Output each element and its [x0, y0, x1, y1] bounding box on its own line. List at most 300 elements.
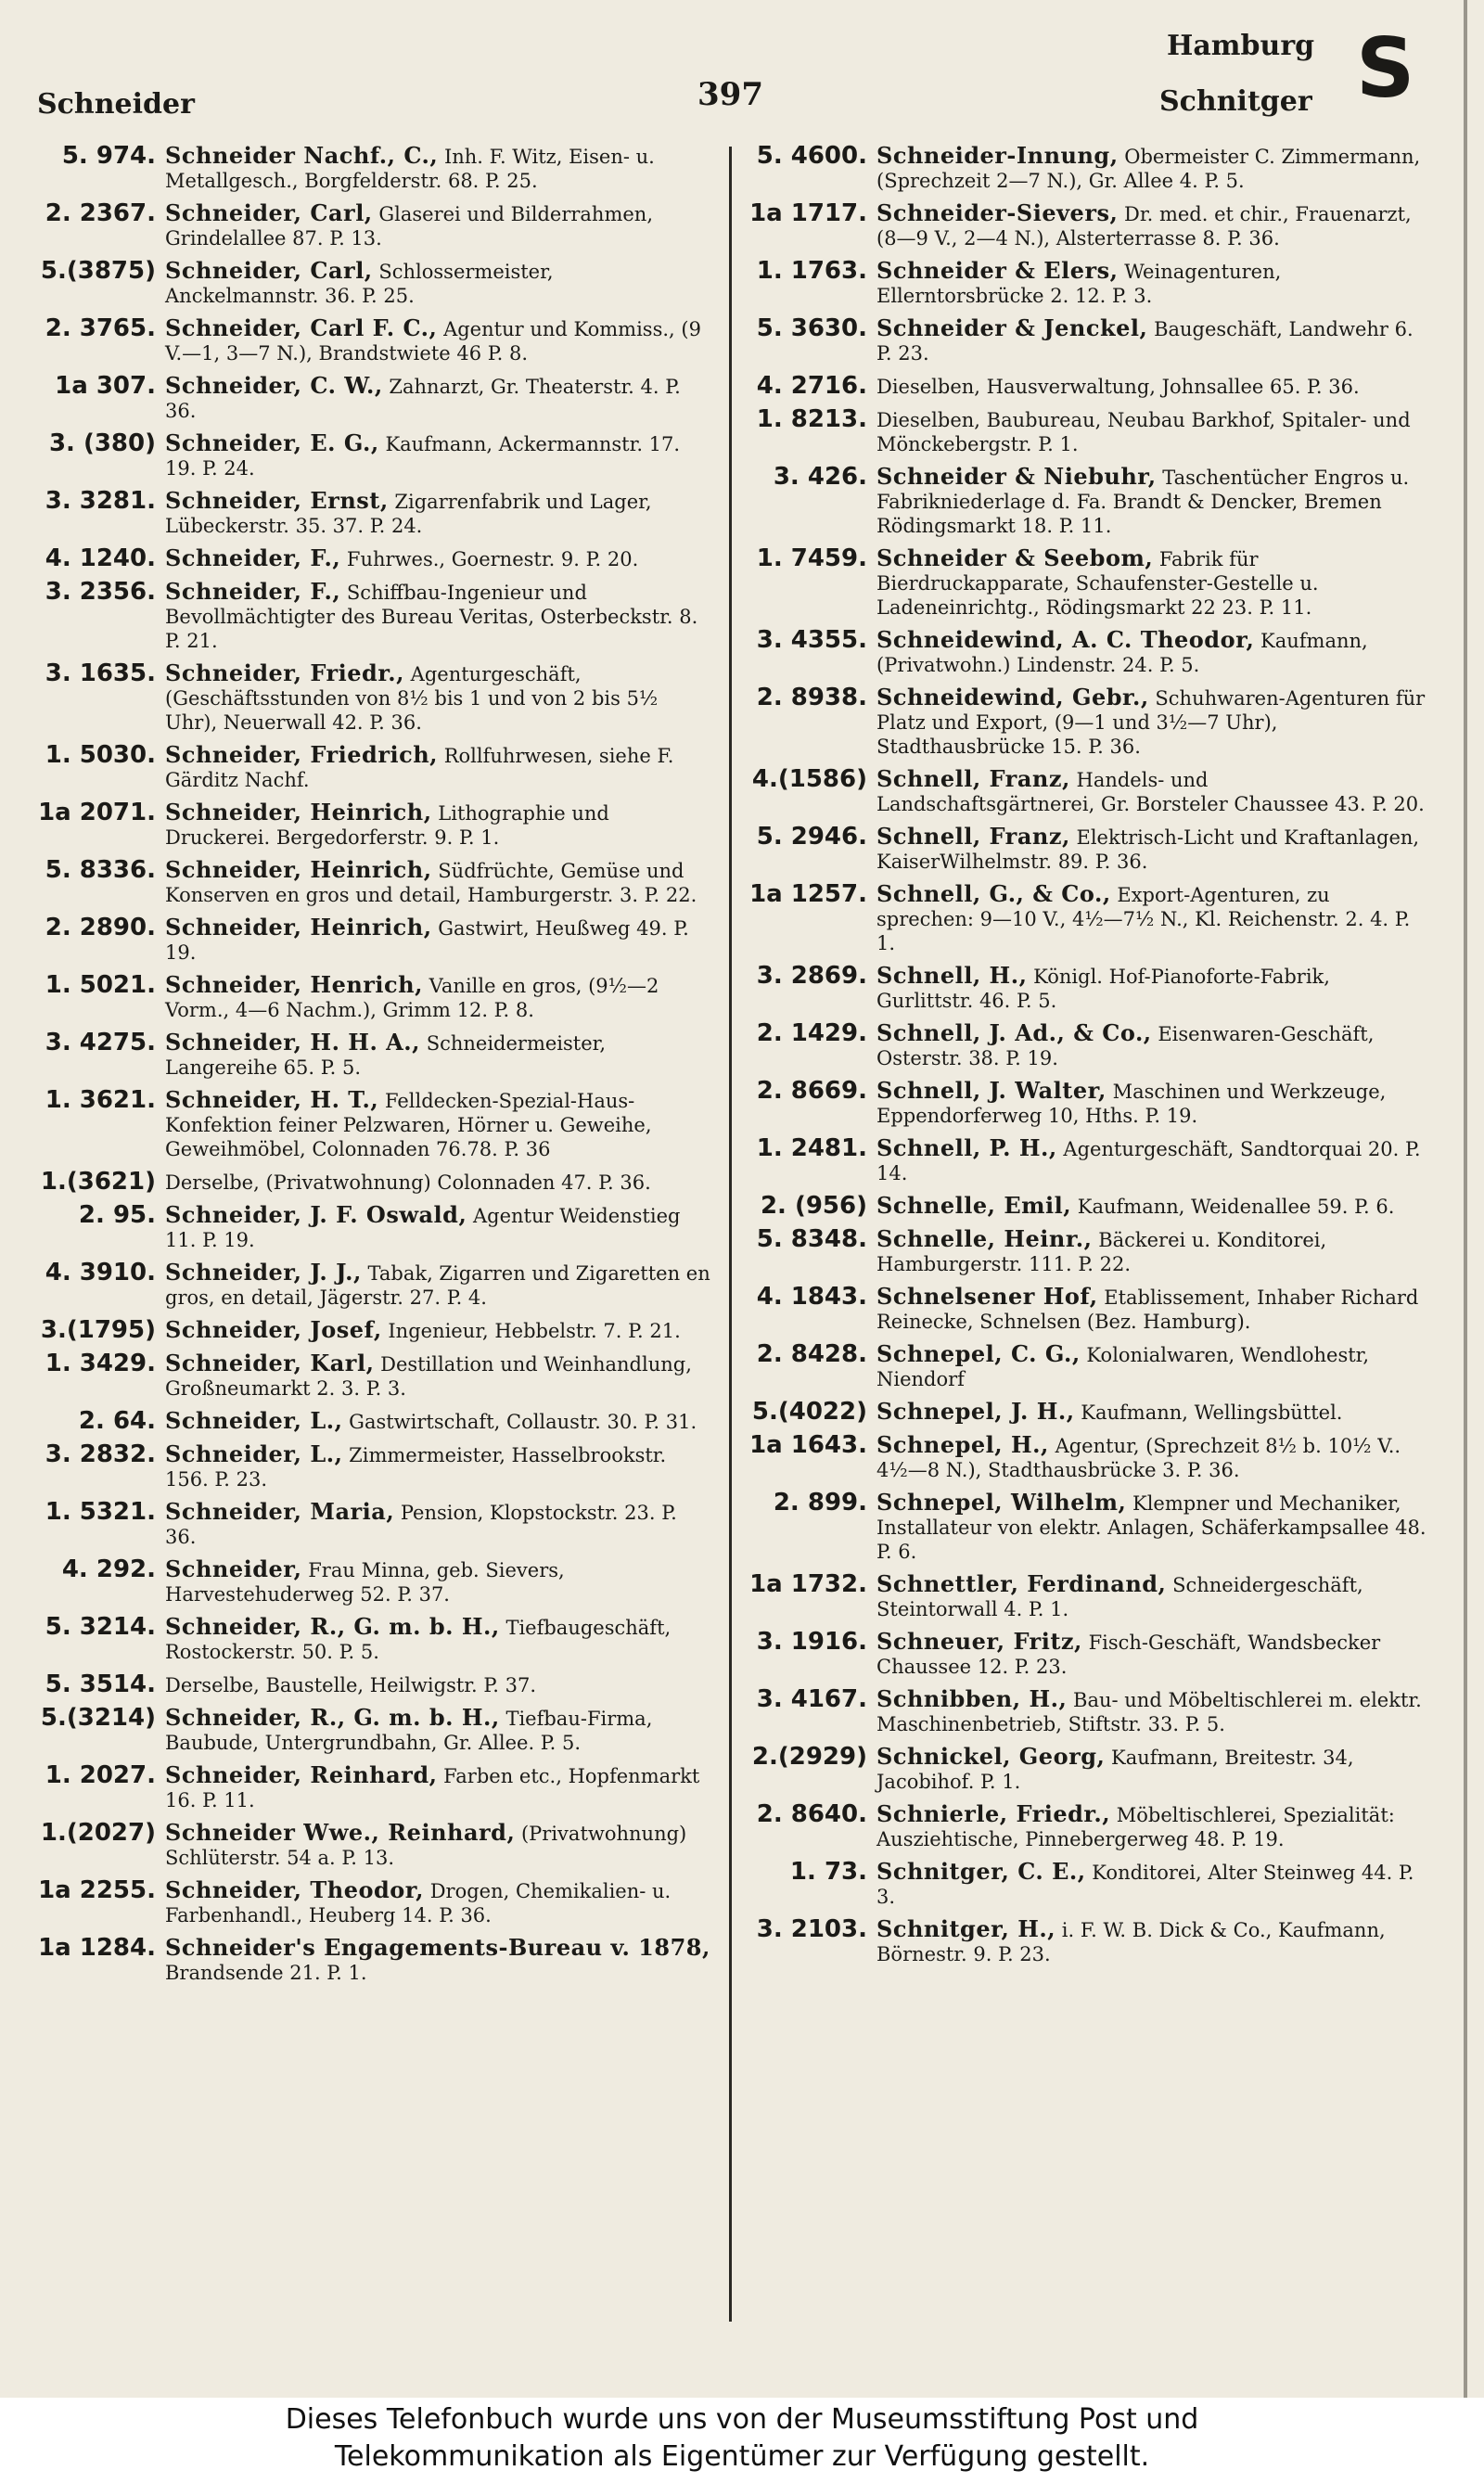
entry-text [165, 316, 712, 365]
entry-name: Schnell, Franz, [876, 765, 1070, 792]
entry-text [876, 374, 1428, 399]
entry-text [165, 1261, 712, 1310]
phone-number: 1a 2255. [38, 1876, 156, 1904]
entry-text [876, 685, 1428, 759]
entry-text [165, 1706, 712, 1755]
phone-number: 3. 3281. [45, 487, 156, 515]
entry-description: Brandsende 21. P. 1. [165, 1962, 367, 1984]
entry-text [876, 1136, 1428, 1185]
entry-description: Schuhwaren-Agenturen für Platz und Export, (9—1 und 3½—7 Uhr), Stadthausbrücke 15. P. 36. [876, 687, 1426, 758]
footer-line-2: Telekommunikation als Eigentümer zur Verfügung gestellt. [334, 2440, 1150, 2473]
entry-description: Pension, Klopstockstr. 23. P. 36. [165, 1502, 677, 1548]
left-column [35, 144, 712, 1993]
entry-name: Schneider's Engagements-Bureau v. 1878, [165, 1934, 710, 1961]
directory-entry [35, 1500, 712, 1549]
entry-text [876, 825, 1428, 874]
entry-description: Dr. med. et chir., Frauenarzt, (8—9 V., 2—4 N.), Alsterterrasse 8. P. 36. [876, 203, 1412, 250]
phone-number: 5.(3214) [40, 1704, 156, 1732]
directory-entry [35, 1351, 712, 1401]
entry-text [876, 259, 1428, 308]
phone-number: 1a 307. [55, 372, 156, 400]
directory-entry [35, 743, 712, 792]
right-column [747, 144, 1428, 1975]
entry-name: Schneider, E. G., [165, 429, 379, 456]
directory-entry [747, 1491, 1428, 1564]
phone-number: 5. 4600. [756, 142, 867, 170]
entry-name: Schneider, J. J., [165, 1259, 362, 1286]
entry-name: Schnelle, Emil, [876, 1192, 1072, 1219]
entry-name: Schneider, Friedrich, [165, 741, 438, 768]
entry-text [165, 858, 712, 907]
entry-name: Schneider, Heinrich, [165, 856, 432, 883]
phone-number: 1. 5321. [45, 1498, 156, 1526]
footer-line-1: Dieses Telefonbuch wurde uns von der Museumsstiftung Post und [285, 2403, 1199, 2436]
entry-name: Schneider & Jenckel, [876, 314, 1148, 341]
directory-entry [747, 1079, 1428, 1128]
entry-text [165, 1557, 712, 1606]
entry-name: Schneider, Carl, [165, 199, 373, 226]
entry-description: Kolonialwaren, Wendlohestr, Niendorf [876, 1344, 1370, 1390]
entry-name: Schnell, J. Walter, [876, 1077, 1107, 1104]
directory-entry [747, 546, 1428, 620]
phone-number: 5. 3630. [756, 314, 867, 342]
phone-number: 1. 3621. [45, 1086, 156, 1114]
phone-number: 3. 1916. [756, 1628, 867, 1656]
entry-description: Schneidermeister, Langereihe 65. P. 5. [165, 1032, 607, 1079]
entry-text [165, 1615, 712, 1664]
entry-description: Zimmermeister, Hasselbrookstr. 156. P. 23. [165, 1444, 667, 1491]
entry-text [165, 1672, 712, 1697]
entry-name: Schnelle, Heinr., [876, 1225, 1093, 1252]
entry-name: Schnelsener Hof, [876, 1283, 1098, 1310]
entry-name: Schnierle, Friedr., [876, 1800, 1111, 1827]
entry-name: Schnitger, H., [876, 1915, 1056, 1942]
phone-number: 3.(1795) [40, 1316, 156, 1344]
entry-text [876, 628, 1428, 677]
entry-name: Schneider, Ernst, [165, 487, 389, 514]
phone-number: 1a 1257. [749, 880, 867, 908]
entry-name: Schneider, Heinrich, [165, 799, 432, 826]
phone-number: 3. 4167. [756, 1685, 867, 1713]
directory-entry [35, 374, 712, 423]
directory-entry [747, 1194, 1428, 1219]
phone-number: 3. 4275. [45, 1029, 156, 1056]
entry-name: Schnell, P. H., [876, 1134, 1057, 1161]
column-divider [729, 147, 732, 2322]
directory-entry [747, 767, 1428, 816]
entry-description: Frau Minna, geb. Sievers, Harvestehuderweg 52. P. 37. [165, 1559, 565, 1606]
phone-number: 2. 3765. [45, 314, 156, 342]
entry-description: Derselbe, Baustelle, Heilwigstr. P. 37. [165, 1674, 537, 1696]
entry-text [165, 374, 712, 423]
entry-name: Schneider, L., [165, 1440, 343, 1467]
directory-entry [35, 1030, 712, 1080]
directory-entry [747, 1917, 1428, 1966]
entry-name: Schnepel, H., [876, 1431, 1049, 1458]
entry-description: Konditorei, Alter Steinweg 44. P. 3. [876, 1862, 1414, 1908]
entry-name: Schnell, H., [876, 962, 1028, 989]
city-heading: Hamburg [1167, 30, 1315, 62]
directory-entry [747, 1227, 1428, 1276]
directory-entry [747, 1021, 1428, 1070]
directory-entry [747, 316, 1428, 365]
directory-entry [747, 1860, 1428, 1909]
entry-text [876, 1491, 1428, 1564]
directory-entry [747, 1802, 1428, 1851]
entry-text [165, 1351, 712, 1401]
directory-entry [747, 144, 1428, 193]
phone-number: 1. 5021. [45, 971, 156, 999]
phone-number: 5. 8348. [756, 1225, 867, 1253]
directory-entry [35, 1706, 712, 1755]
phone-number: 2. 8938. [756, 684, 867, 711]
phone-number: 4. 3910. [45, 1259, 156, 1286]
entry-name: Schneider, Carl, [165, 257, 373, 284]
phone-number: 2. 8669. [756, 1077, 867, 1105]
directory-entry [35, 259, 712, 308]
directory-entry [747, 1687, 1428, 1736]
entry-description: Tabak, Zigarren und Zigaretten en gros, en detail, Jägerstr. 27. P. 4. [165, 1262, 710, 1309]
phone-number: 3. 2869. [756, 962, 867, 990]
entry-name: Schneider, J. F. Oswald, [165, 1201, 467, 1228]
directory-entry [35, 1878, 712, 1927]
phone-number: 1. 3429. [45, 1350, 156, 1377]
page-number: 397 [697, 76, 763, 113]
entry-text [165, 661, 712, 735]
phone-number: 5. 974. [61, 142, 156, 170]
entry-description: Agenturgeschäft, (Geschäftsstunden von 8½ bis 1 und von 2 bis 5½ Uhr), Neuerwall 42. P. 36. [165, 663, 659, 734]
directory-entry [35, 1409, 712, 1434]
entry-name: Schneuer, Fritz, [876, 1628, 1082, 1655]
entry-text [876, 144, 1428, 193]
directory-entry [35, 1318, 712, 1343]
section-letter: S [1356, 20, 1415, 116]
phone-number: 3. 2832. [45, 1440, 156, 1468]
left-keyword: Schneider [37, 88, 195, 121]
entry-name: Schnell, J. Ad., & Co., [876, 1019, 1152, 1046]
entry-name: Schneider, Karl, [165, 1350, 375, 1376]
entry-text [876, 546, 1428, 620]
entry-description: Glaserei und Bilderrahmen, Grindelallee 87. P. 13. [165, 203, 653, 250]
entry-text [165, 915, 712, 965]
entry-description: Fisch-Geschäft, Wandsbecker Chaussee 12. P. 23. [876, 1632, 1381, 1678]
phone-number: 3. 4355. [756, 626, 867, 654]
entry-text [165, 1763, 712, 1812]
directory-entry [747, 259, 1428, 308]
directory-entry [35, 144, 712, 193]
directory-entry [747, 1400, 1428, 1425]
directory-entry [747, 374, 1428, 399]
entry-text [876, 1572, 1428, 1621]
entry-name: Schnell, Franz, [876, 823, 1070, 850]
phone-number: 5. 3514. [45, 1670, 156, 1698]
entry-name: Schneidewind, Gebr., [876, 684, 1149, 710]
entry-description: Gastwirt, Heußweg 49. P. 19. [165, 917, 689, 964]
directory-entry [35, 1442, 712, 1491]
phone-number: 2. 2890. [45, 914, 156, 941]
entry-name: Schneider & Seebom, [876, 544, 1154, 571]
directory-entry [35, 1203, 712, 1252]
phone-number: 4. 1843. [756, 1283, 867, 1311]
entry-name: Schnitger, C. E., [876, 1858, 1086, 1885]
phone-number: 1a 2071. [38, 799, 156, 826]
directory-entry [35, 431, 712, 480]
entry-description: Weinagenturen, Ellerntorsbrücke 2. 12. P. 3. [876, 261, 1282, 307]
entry-description: Agenturgeschäft, Sandtorquai 20. P. 14. [876, 1138, 1421, 1184]
entry-description: Felldecken-Spezial-Haus-Konfektion feiner Pelzwaren, Hörner u. Geweihe, Geweihmöbel, Colonnaden 76.78. P. 36 [165, 1090, 652, 1160]
phone-number: 5. 8336. [45, 856, 156, 884]
phone-number: 2. 899. [773, 1489, 867, 1517]
entry-text [165, 1878, 712, 1927]
entry-text [876, 1227, 1428, 1276]
entry-text [876, 1433, 1428, 1482]
phone-number: 3. 1635. [45, 659, 156, 687]
entry-name: Schneider, Reinhard, [165, 1761, 438, 1788]
directory-entry [747, 628, 1428, 677]
phone-number: 3. 426. [773, 463, 867, 491]
entry-description: Etablissement, Inhaber Richard Reinecke, Schnelsen (Bez. Hamburg). [876, 1286, 1419, 1333]
entry-description: Baugeschäft, Landwehr 6. P. 23. [876, 318, 1414, 365]
entry-description: Zahnarzt, Gr. Theaterstr. 4. P. 36. [165, 376, 681, 422]
phone-number: 2. 2367. [45, 199, 156, 227]
entry-name: Schneider-Innung, [876, 142, 1119, 169]
entry-text [876, 767, 1428, 816]
entry-name: Schneider & Elers, [876, 257, 1119, 284]
entry-name: Schneidewind, A. C. Theodor, [876, 626, 1255, 653]
directory-entry [35, 1261, 712, 1310]
directory-entry [35, 1763, 712, 1812]
phone-number: 5.(3875) [40, 257, 156, 285]
entry-description: Vanille en gros, (9½—2 Vorm., 4—6 Nachm.), Grimm 12. P. 8. [165, 975, 659, 1021]
phone-number: 3. 2103. [756, 1915, 867, 1943]
entry-description: Klempner und Mechaniker, Installateur von elektr. Anlagen, Schäferkampsallee 48. P. 6. [876, 1492, 1426, 1563]
entry-description: Bau- und Möbeltischlerei m. elektr. Maschinenbetrieb, Stiftstr. 33. P. 5. [876, 1689, 1422, 1735]
phone-number: 1. 8213. [756, 405, 867, 433]
phone-number: 5.(4022) [751, 1398, 867, 1426]
entry-description: Schiffbau-Ingenieur und Bevollmächtigter des Bureau Veritas, Osterbeckstr. 8. P. 21. [165, 582, 698, 652]
phone-number: 1. 2027. [45, 1761, 156, 1789]
entry-description: Inh. F. Witz, Eisen- u. Metallgesch., Borgfelderstr. 68. P. 25. [165, 146, 655, 192]
phone-number: 4. 2716. [756, 372, 867, 400]
entry-text [165, 1318, 712, 1343]
entry-description: Dieselben, Hausverwaltung, Johnsallee 65. P. 36. [876, 376, 1360, 398]
entry-description: Königl. Hof-Pianoforte-Fabrik, Gurlittstr. 46. P. 5. [876, 966, 1330, 1012]
directory-entry [35, 1936, 712, 1985]
entry-description: i. F. W. B. Dick & Co., Kaufmann, Börnestr. 9. P. 23. [876, 1919, 1386, 1965]
entry-description: Drogen, Chemikalien- u. Farbenhandl., Heuberg 14. P. 36. [165, 1880, 672, 1926]
entry-text [876, 201, 1428, 250]
entry-text [165, 431, 712, 480]
entry-text [165, 1500, 712, 1549]
directory-entry [747, 1630, 1428, 1679]
phone-number: 1. 5030. [45, 741, 156, 769]
phone-number: 4. 1240. [45, 544, 156, 572]
entry-description: Derselbe, (Privatwohnung) Colonnaden 47. P. 36. [165, 1171, 651, 1194]
entry-name: Schneider-Sievers, [876, 199, 1119, 226]
entry-description: Tiefbaugeschäft, Rostockerstr. 50. P. 5. [165, 1617, 672, 1663]
phone-number: 1. 73. [789, 1858, 867, 1886]
entry-description: Maschinen und Werkzeuge, Eppendorferweg 10, Hths. P. 19. [876, 1081, 1387, 1127]
entry-text [165, 489, 712, 538]
entry-description: Fuhrwes., Goernestr. 9. P. 20. [346, 548, 639, 570]
entry-description: Elektrisch-Licht und Kraftanlagen, KaiserWilhelmstr. 89. P. 36. [876, 826, 1420, 873]
entry-description: Kaufmann, Weidenallee 59. P. 6. [1077, 1196, 1395, 1218]
entry-name: Schnibben, H., [876, 1685, 1068, 1712]
directory-entry [35, 1821, 712, 1870]
directory-entry [35, 858, 712, 907]
entry-name: Schneider, H. T., [165, 1086, 379, 1113]
entry-text [876, 465, 1428, 538]
entry-description: (Privatwohnung) Schlüterstr. 54 a. P. 13. [165, 1823, 687, 1869]
entry-text [165, 259, 712, 308]
entry-text [876, 1285, 1428, 1334]
entry-text [165, 1936, 712, 1985]
directory-entry [747, 1433, 1428, 1482]
entry-text [876, 1194, 1428, 1219]
directory-entry [35, 201, 712, 250]
phone-number: 2. 1429. [756, 1019, 867, 1047]
entry-description: Handels- und Landschaftsgärtnerei, Gr. Borsteler Chaussee 43. P. 20. [876, 769, 1425, 815]
phone-number: 3. 2356. [45, 578, 156, 606]
entry-name: Schneider, Heinrich, [165, 914, 432, 941]
entry-description: Lithographie und Druckerei. Bergedorferstr. 9. P. 1. [165, 802, 609, 849]
directory-entry [35, 1170, 712, 1195]
entry-description: Taschentücher Engros u. Fabrikniederlage d. Fa. Brandt & Dencker, Bremen Rödingsmarkt 18. P. 11. [876, 467, 1410, 537]
entry-name: Schnepel, C. G., [876, 1340, 1081, 1367]
right-keyword: Schnitger [1159, 85, 1312, 118]
entry-name: Schneider, Friedr., [165, 659, 404, 686]
phone-number: 5. 2946. [756, 823, 867, 851]
entry-text [165, 1170, 712, 1195]
entry-name: Schneider, R., G. m. b. H., [165, 1613, 500, 1640]
phone-number: 1. 1763. [756, 257, 867, 285]
phone-number: 1a 1717. [749, 199, 867, 227]
entry-description: Agentur, (Sprechzeit 8½ b. 10½ V.. 4½—8 N.), Stadthausbrücke 3. P. 36. [876, 1435, 1401, 1481]
entry-text [165, 1088, 712, 1161]
phone-number: 4.(1586) [751, 765, 867, 793]
directory-entry [747, 1136, 1428, 1185]
entry-text [876, 1745, 1428, 1794]
entry-name: Schneider, C. W., [165, 372, 383, 399]
directory-entry [747, 825, 1428, 874]
entry-description: Kaufmann, (Privatwohn.) Lindenstr. 24. P. 5. [876, 630, 1368, 676]
entry-text [165, 1821, 712, 1870]
entry-name: Schnepel, Wilhelm, [876, 1489, 1127, 1516]
entry-text [165, 1030, 712, 1080]
entry-name: Schnell, G., & Co., [876, 880, 1111, 907]
entry-name: Schneider Nachf., C., [165, 142, 439, 169]
page-edge [1464, 0, 1467, 2398]
phone-number: 2. 95. [78, 1201, 156, 1229]
entry-text [876, 964, 1428, 1013]
entry-description: Zigarrenfabrik und Lager, Lübeckerstr. 35. 37. P. 24. [165, 491, 652, 537]
entry-name: Schneider, [165, 1555, 302, 1582]
directory-entry [35, 316, 712, 365]
entry-text [876, 1400, 1428, 1425]
entry-description: Kaufmann, Wellingsbüttel. [1081, 1401, 1343, 1424]
entry-text [876, 1802, 1428, 1851]
directory-entry [35, 1615, 712, 1664]
directory-entry [35, 489, 712, 538]
entry-description: Export-Agenturen, zu sprechen: 9—10 V., 4½—7½ N., Kl. Reichenstr. 2. 4. P. 1. [876, 884, 1411, 954]
entry-text [876, 1021, 1428, 1070]
phone-number: 5. 3214. [45, 1613, 156, 1641]
entry-name: Schneider, L., [165, 1407, 343, 1434]
entry-text [876, 1687, 1428, 1736]
entry-description: Schlossermeister, Anckelmannstr. 36. P. 25. [165, 261, 554, 307]
directory-entry [747, 465, 1428, 538]
phone-number: 2. 8640. [756, 1800, 867, 1828]
phone-number: 4. 292. [61, 1555, 156, 1583]
directory-entry [35, 973, 712, 1022]
entry-description: Fabrik für Bierdruckapparate, Schaufenster-Gestelle u. Ladeneinrichtg., Rödingsmarkt 22 23. P. 11. [876, 548, 1319, 619]
entry-text [876, 407, 1428, 456]
phone-number: 1a 1732. [749, 1570, 867, 1598]
directory-entry [747, 201, 1428, 250]
directory-entry [747, 1285, 1428, 1334]
entry-text [165, 743, 712, 792]
entry-text [876, 1860, 1428, 1909]
entry-description: Destillation und Weinhandlung, Großneumarkt 2. 3. P. 3. [165, 1353, 692, 1400]
directory-entry [747, 1745, 1428, 1794]
phone-number: 1.(2027) [40, 1819, 156, 1847]
entry-description: Möbeltischlerei, Spezialität: Ausziehtische, Pinnebergerweg 48. P. 19. [876, 1804, 1395, 1850]
phone-number: 1a 1284. [38, 1934, 156, 1962]
entry-description: Kaufmann, Ackermannstr. 17. 19. P. 24. [165, 433, 681, 480]
phone-number: 2. 8428. [756, 1340, 867, 1368]
entry-description: Obermeister C. Zimmermann, (Sprechzeit 2—7 N.), Gr. Allee 4. P. 5. [876, 146, 1421, 192]
entry-text [165, 580, 712, 653]
directory-entry [747, 1342, 1428, 1391]
entry-text [876, 1917, 1428, 1966]
entry-text [165, 201, 712, 250]
entry-name: Schneider & Niebuhr, [876, 463, 1157, 490]
directory-entry [35, 1672, 712, 1697]
entry-text [876, 1630, 1428, 1679]
directory-entry [35, 580, 712, 653]
footer-notice [0, 2398, 1484, 2483]
directory-entry [35, 546, 712, 571]
directory-entry [747, 882, 1428, 955]
entry-description: Bäckerei u. Konditorei, Hamburgerstr. 111. P. 22. [876, 1229, 1327, 1275]
entry-description: Agentur und Kommiss., (9 V.—1, 3—7 N.), Brandstwiete 46 P. 8. [165, 318, 701, 365]
entry-name: Schneider, Carl F. C., [165, 314, 438, 341]
directory-entry [35, 1088, 712, 1161]
entry-description: Agentur Weidenstieg 11. P. 19. [165, 1205, 681, 1251]
phone-number: 2. (956) [760, 1192, 867, 1220]
entry-text [876, 1079, 1428, 1128]
entry-description: Südfrüchte, Gemüse und Konserven en gros und detail, Hamburgerstr. 3. P. 22. [165, 860, 697, 906]
entry-description: Rollfuhrwesen, siehe F. Gärditz Nachf. [165, 745, 674, 791]
entry-description: Eisenwaren-Geschäft, Osterstr. 38. P. 19. [876, 1023, 1375, 1069]
entry-text [876, 316, 1428, 365]
entry-description: Farben etc., Hopfenmarkt 16. P. 11. [165, 1765, 700, 1811]
entry-text [876, 1342, 1428, 1391]
directory-entry [747, 964, 1428, 1013]
entry-description: Schneidergeschäft, Steintorwall 4. P. 1. [876, 1574, 1363, 1620]
entry-name: Schneider, F., [165, 578, 341, 605]
directory-entry [35, 915, 712, 965]
phone-number: 2.(2929) [751, 1743, 867, 1771]
entry-description: Ingenieur, Hebbelstr. 7. P. 21. [388, 1320, 681, 1342]
entry-text [876, 882, 1428, 955]
entry-name: Schneider, Henrich, [165, 971, 423, 998]
directory-entry [747, 685, 1428, 759]
entry-name: Schneider, Josef, [165, 1316, 382, 1343]
directory-entry [747, 1572, 1428, 1621]
entry-text [165, 973, 712, 1022]
entry-name: Schneider Wwe., Reinhard, [165, 1819, 516, 1846]
